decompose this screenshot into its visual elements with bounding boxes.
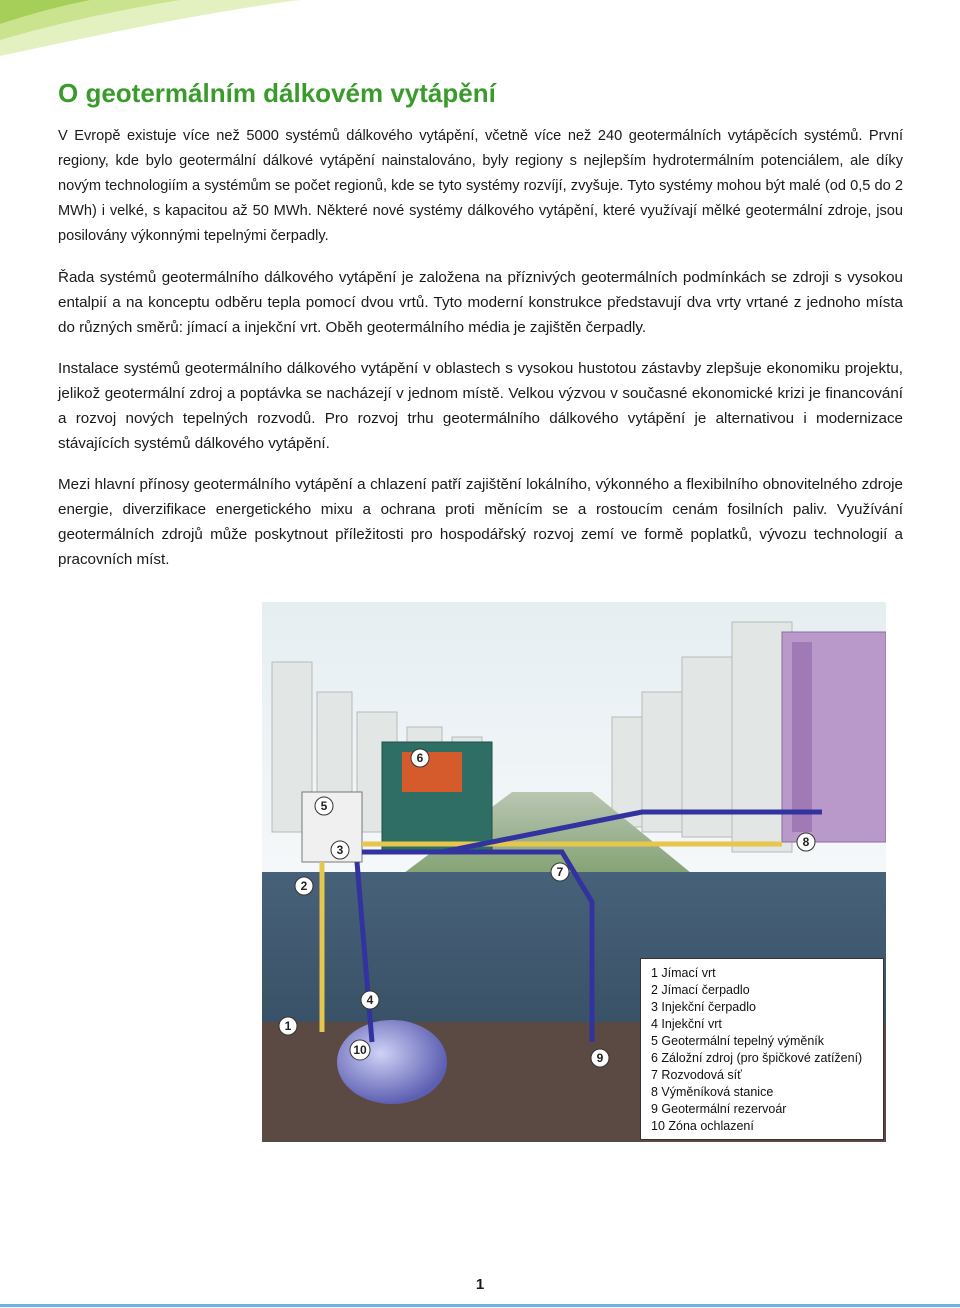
marker-label: 7 <box>556 865 564 879</box>
legend-item: 9 Geotermální rezervoár <box>651 1102 787 1116</box>
paragraph: Řada systémů geotermálního dálkového vytápění je založena na příznivých geotermálních podmínkách se zdroji s vysokou entalpií a na konceptu odběru tepla pomocí dvou vrtů. Tyto moderní konstrukce představují dva vrty vrtané z jednoho místa do různých směrů: jímací a injekční vrt. Oběh geotermálního média je zajištěn čerpadly. <box>58 269 903 336</box>
legend-item: 5 Geotermální tepelný výměník <box>651 1034 824 1048</box>
marker-label: 5 <box>320 799 328 813</box>
bottom-rule <box>0 1304 960 1307</box>
diagram-legend <box>640 958 884 1140</box>
page-number: 1 <box>475 1276 485 1293</box>
marker-label: 2 <box>300 879 308 893</box>
marker-label: 10 <box>353 1043 367 1057</box>
legend-item: 8 Výměníková stanice <box>651 1085 774 1099</box>
marker-label: 3 <box>336 843 344 857</box>
legend-item: 2 Jímací čerpadlo <box>651 983 750 997</box>
legend-item: 10 Zóna ochlazení <box>651 1119 754 1133</box>
geothermal-district-heating-diagram <box>262 602 886 1142</box>
marker-label: 8 <box>802 835 810 849</box>
marker-label: 1 <box>284 1019 292 1033</box>
page-title: O geotermálním dálkovém vytápění <box>58 78 496 108</box>
paragraph: Mezi hlavní přínosy geotermálního vytápění a chlazení patří zajištění lokálního, výkonného a flexibilního obnovitelného zdroje energie, diverzifikace energetického mixu a ochrana proti měnícím se a rostoucím cenám fosilních paliv. Využívání geotermálních zdrojů může poskytnout příležitosti pro hospodářský rozvoj zemí ve formě poplatků, vývozu technologií a pracovních míst. <box>58 476 903 568</box>
marker-label: 6 <box>416 751 424 765</box>
legend-item: 3 Injekční čerpadlo <box>651 1000 756 1014</box>
legend-item: 1 Jímací vrt <box>651 966 716 980</box>
legend-item: 6 Záložní zdroj (pro špičkové zatížení) <box>651 1051 863 1065</box>
paragraph: V Evropě existuje více než 5000 systémů dálkového vytápění, včetně více než 240 geotermálních vytápěcích systémů. První regiony, kde bylo geotermální dálkové vytápění nainstalováno, byly regiony s nejlepším hydrotermálním potenciálem, ale díky novým technologiím a systémům se počet regionů, kde se tyto systémy rozvíjí, zvyšuje. Tyto systémy mohou být malé (od 0,5 do 2 MWh) i velké, s kapacitou až 50 MWh. Některé nové systémy dálkového vytápění, které využívají mělké geotermální zdroje, jsou posilovány výkonnými tepelnými čerpadly. <box>58 128 903 244</box>
legend-item: 4 Injekční vrt <box>651 1017 722 1031</box>
corner-band-decoration <box>0 0 300 56</box>
body-text <box>58 124 903 588</box>
legend-item: 7 Rozvodová síť <box>651 1068 742 1082</box>
marker-label: 4 <box>366 993 374 1007</box>
paragraph: Instalace systémů geotermálního dálkového vytápění v oblastech s vysokou hustotou zástavby zlepšuje ekonomiku projektu, jelikož geotermální zdroj a poptávka se nacházejí v jednom místě. Velkou výzvou v současné ekonomické krizi je financování a rozvoj nových tepelných rozvodů. Pro rozvoj trhu geotermálního dálkového vytápění je alternativou i modernizace stávajících systémů dálkového vytápění. <box>58 360 903 452</box>
marker-label: 9 <box>596 1051 604 1065</box>
